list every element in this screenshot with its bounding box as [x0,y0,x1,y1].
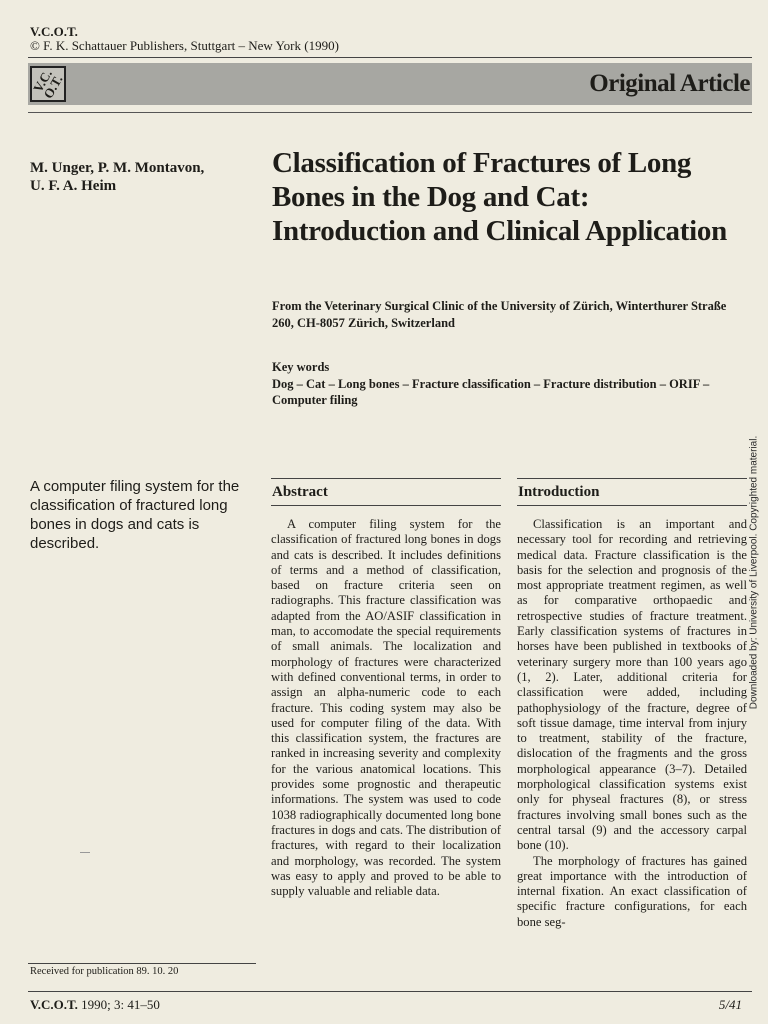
journal-name: V.C.O.T. [30,24,78,39]
abstract-text: A computer filing system for the classification of fractured long bones in dogs and cats is described. It includes definitions of terms and a method of classification, based on fracture criteria seen on radiographs. This fracture classification was adapted from the AO/ASIF classification in man, to accomodate the special requirements of small animals. The localization and morphology of fractures were characterized with defined conventional terms, in order to assign an alpha-numeric code to each fracture. This coding system may also be used for computer filing of the data. With this classification system, the fractures are ranked in increasing severity and complexity for the various anatomical locations. This provides some prognostic and therapeutic informations. The system was used to code 1038 radiographically documented long bone fractures in dogs and cats. The distribution of fractures, with regard to their localization and morphology, was recorded. The system was easy to apply and proved to be able to supply valuable and reliable data. [271,517,501,899]
header-rule [28,57,752,58]
abstract-heading: Abstract [272,484,328,500]
page-number: 5/41 [718,997,742,1012]
section-label: Original Article [589,70,750,97]
journal-logo [30,66,66,102]
download-notice: Downloaded by: University of Liverpool. Copyrighted material. [748,435,760,710]
summary: A computer filing system for the classification of fractured long bones in dogs and cats is described. [30,478,240,552]
abstract-rule-bottom [271,505,501,506]
author-line: U. F. A. Heim [30,178,117,194]
keywords: Dog – Cat – Long bones – Fracture classification – Fracture distribution – ORIF – Computer filing [272,377,710,407]
intro-rule-bottom [517,505,747,506]
footer-rule [28,991,752,992]
author-line: M. Unger, P. M. Montavon, [30,160,205,176]
margin-mark [80,852,90,853]
intro-paragraph: Classification is an important and necessary tool for recording and retrieving medical data. Fracture classification is the basis for the selection and prognosis of the most appropriate treatment regimen, as well as for comparative orthopaedic and retrospective studies of fracture treatment. Early classification systems of fractures in horses have been published in textbooks of veterinary surgery more than 100 years ago (1, 2). Later, additional criteria for classification were added, including pathophysiology of the fracture, degree of soft tissue damage, time interval from injury to treatment, stability of the fracture, dislocation of the fragments and the gross morphological appearance (3–7). Detailed morphological classification systems exist only for physeal fractures (8), or stress fractures involving small bones such as the central tarsal (9) and the accessory carpal bone (10). [517,517,747,853]
logo-text: V.C. O.T. [29,66,66,102]
affiliation: From the Veterinary Surgical Clinic of the University of Zürich, Winterthurer Straße 260, CH-8057 Zürich, Switzerland [272,299,727,330]
received-date: Received for publication 89. 10. 20 [30,966,179,977]
abstract-rule-top [271,478,501,479]
banner-rule [28,112,752,113]
introduction-heading: Introduction [518,484,600,500]
publisher-line: © F. K. Schattauer Publishers, Stuttgart – New York (1990) [30,38,339,53]
introduction-body [517,517,747,930]
footer-citation [30,997,160,1013]
keywords-heading: Key words [272,360,330,374]
intro-rule-top [517,478,747,479]
abstract-body [271,517,501,899]
intro-paragraph: The morphology of fractures has gained great importance with the introduction of internal fixation. An exact classification of specific fracture configurations, for each bone seg- [517,853,747,929]
authors [30,159,250,195]
article-title: Classification of Fractures of Long Bones in the Dog and Cat: Introduction and Clinical Application [272,147,727,247]
footer-journal: V.C.O.T. [30,997,78,1012]
received-rule [28,963,256,964]
footer-volume: 1990; 3: 41–50 [81,997,160,1012]
